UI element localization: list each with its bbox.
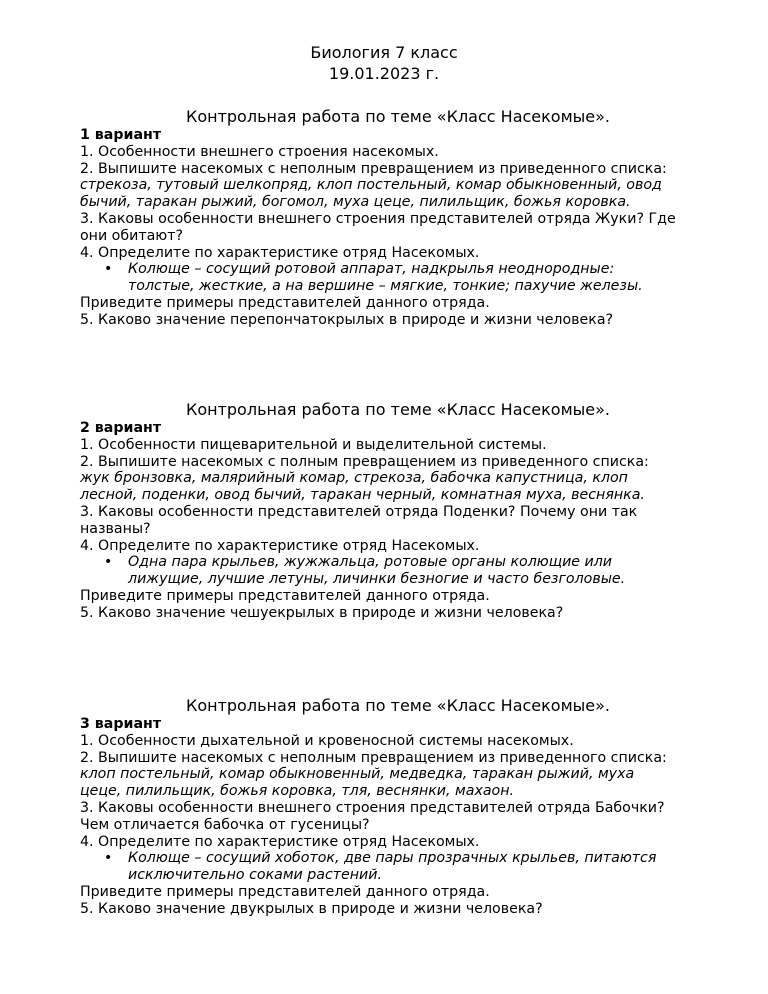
characteristic-bullet	[80, 850, 730, 884]
question-2-list-line-2: цеце, пилильщик, божья коровка, тля, веснянки, махаон.	[80, 783, 515, 800]
subject-line: Биология 7 класс	[310, 43, 458, 62]
question-2-list-line-1: клоп постельный, комар обыкновенный, медведка, таракан рыжий, муха	[80, 766, 635, 783]
variant-title: Контрольная работа по теме «Класс Насекомые».	[185, 696, 611, 715]
characteristic-bullet	[80, 261, 730, 295]
question-3-line-2: Чем отличается бабочка от гусеницы?	[80, 816, 370, 833]
variant-label: 2 вариант	[80, 420, 162, 436]
document-header	[0, 42, 768, 84]
question-2-list-line-1: жук бронзовка, малярийный комар, стрекоза, бабочка капустница, клоп	[80, 470, 628, 487]
question-4: 4. Определите по характеристике отряд Насекомых.	[80, 244, 480, 261]
question-4: 4. Определите по характеристике отряд Насекомых.	[80, 537, 480, 554]
question-1: 1. Особенности дыхательной и кровеносной системы насекомых.	[80, 732, 574, 749]
variant-1	[80, 107, 730, 329]
variant-title: Контрольная работа по теме «Класс Насекомые».	[185, 400, 611, 419]
variant-title: Контрольная работа по теме «Класс Насекомые».	[185, 107, 611, 126]
variant-label: 1 вариант	[80, 127, 162, 143]
question-3-line-1: 3. Каковы особенности внешнего строения представителей отряда Жуки? Где	[80, 210, 676, 227]
question-5: 5. Каково значение перепончатокрылых в природе и жизни человека?	[80, 311, 614, 328]
examples-prompt: Приведите примеры представителей данного отряда.	[80, 294, 490, 311]
question-3-line-1: 3. Каковы особенности внешнего строения представителей отряда Бабочки?	[80, 799, 665, 816]
characteristic-bullet	[80, 554, 730, 588]
bullet-line-1: Одна пара крыльев, жужжальца, ротовые органы колющие или	[128, 554, 613, 571]
question-1: 1. Особенности пищеварительной и выделительной системы.	[80, 436, 547, 453]
bullet-line-2: исключительно соками растений.	[128, 867, 382, 884]
bullet-icon: •	[104, 261, 113, 278]
examples-prompt: Приведите примеры представителей данного отряда.	[80, 587, 490, 604]
variant-3	[80, 696, 730, 918]
question-5: 5. Каково значение двукрылых в природе и жизни человека?	[80, 900, 543, 917]
date-line: 19.01.2023 г.	[328, 64, 440, 83]
bullet-icon: •	[104, 554, 113, 571]
question-2-list-line-2: бычий, таракан рыжий, богомол, муха цеце, пилильщик, божья коровка.	[80, 194, 631, 211]
bullet-line-2: толстые, жесткие, а на вершине – мягкие, тонкие; пахучие железы.	[128, 278, 643, 295]
variant-label: 3 вариант	[80, 716, 162, 732]
question-4: 4. Определите по характеристике отряд Насекомых.	[80, 833, 480, 850]
question-2: 2. Выпишите насекомых с неполным превращением из приведенного списка:	[80, 749, 667, 766]
question-5: 5. Каково значение чешуекрылых в природе и жизни человека?	[80, 604, 564, 621]
question-3-line-2: названы?	[80, 520, 151, 537]
question-2-list-line-1: стрекоза, тутовый шелкопряд, клоп постельный, комар обыкновенный, овод	[80, 177, 662, 194]
examples-prompt: Приведите примеры представителей данного отряда.	[80, 883, 490, 900]
question-3-line-2: они обитают?	[80, 227, 184, 244]
question-1: 1. Особенности внешнего строения насекомых.	[80, 143, 439, 160]
bullet-line-1: Колюще – сосущий хоботок, две пары прозрачных крыльев, питаются	[128, 850, 657, 867]
question-2-list-line-2: лесной, поденки, овод бычий, таракан черный, комнатная муха, веснянка.	[80, 487, 645, 504]
bullet-line-1: Колюще – сосущий ротовой аппарат, надкрылья неоднородные:	[128, 261, 615, 278]
bullet-line-2: лижущие, лучшие летуны, личинки безногие и часто безголовые.	[128, 571, 626, 588]
bullet-icon: •	[104, 850, 113, 867]
question-2: 2. Выпишите насекомых с неполным превращением из приведенного списка:	[80, 160, 667, 177]
question-2: 2. Выпишите насекомых с полным превращением из приведенного списка:	[80, 453, 649, 470]
question-3-line-1: 3. Каковы особенности представителей отряда Поденки? Почему они так	[80, 503, 638, 520]
variant-2	[80, 400, 730, 622]
